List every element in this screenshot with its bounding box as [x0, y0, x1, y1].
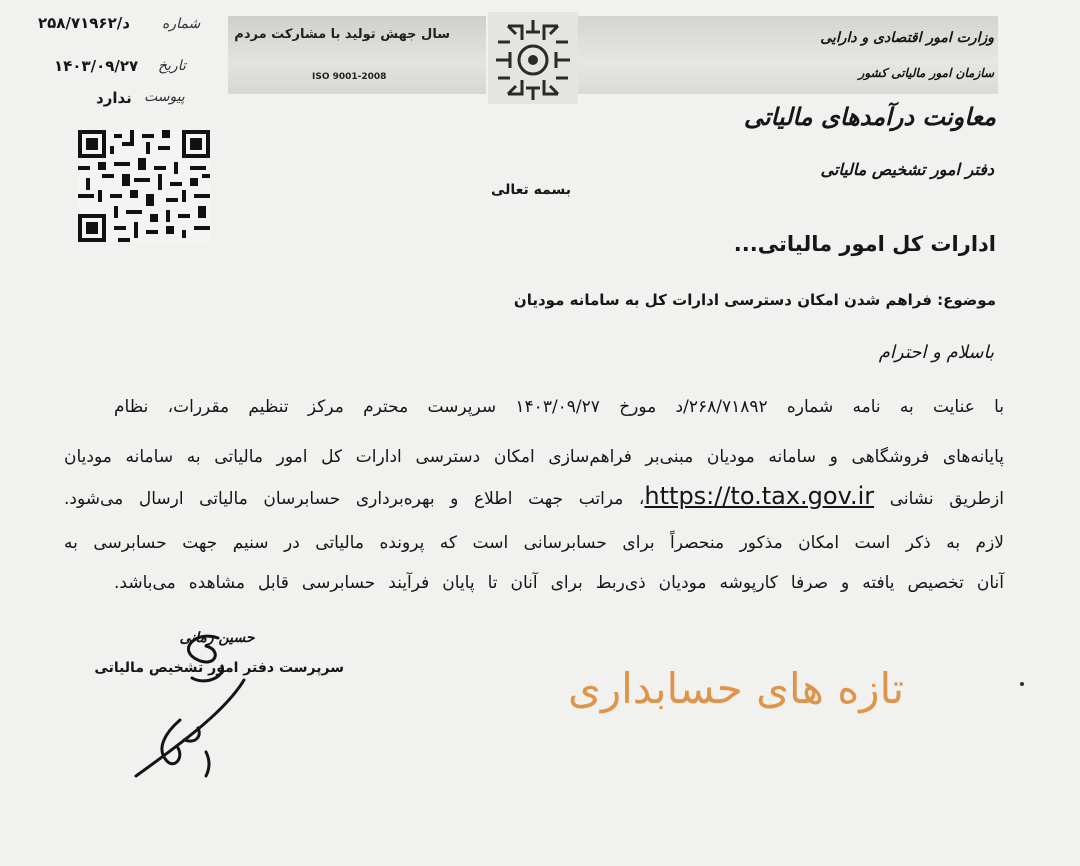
- portal-url[interactable]: https://to.tax.gov.ir: [644, 482, 875, 510]
- slogan: سال جهش تولید با مشارکت مردم: [234, 27, 450, 42]
- deputy-title: معاونت درآمدهای مالیاتی: [743, 102, 996, 131]
- ministry-name: وزارت امور اقتصادی و دارایی: [820, 30, 994, 46]
- header-band-right: [578, 16, 998, 94]
- body-line-3-start: ازطریق نشانی: [889, 489, 1004, 509]
- letter-date: ۱۴۰۳/۰۹/۲۷: [54, 57, 139, 75]
- signer-name: حسین زمانی: [179, 630, 255, 646]
- body-line-3-end: ، مراتب جهت اطلاع و بهره‌برداری حسابرسان مالیاتی ارسال می‌شود.: [64, 489, 645, 509]
- iso-label: ISO 9001-2008: [312, 72, 387, 82]
- organization-logo-icon: [488, 12, 578, 104]
- qr-code-icon: [78, 130, 210, 242]
- office-title: دفتر امور تشخیص مالیاتی: [820, 160, 994, 179]
- letter-number-label: شماره: [162, 16, 201, 32]
- letter-number: د/۲۵۸/۷۱۹۶۲: [38, 14, 130, 32]
- letter-attachment: ندارد: [96, 89, 132, 107]
- body-line-2: پایانه‌های فروشگاهی و سامانه مودیان مبنی‌بر فراهم‌سازی امکان دسترسی ادارات کل امور مالیاتی به سامانه مودیان: [64, 447, 1004, 467]
- body-line-3: [64, 480, 1004, 515]
- subject: موضوع: فراهم شدن امکان دسترسی ادارات کل به سامانه مودیان: [513, 291, 996, 309]
- body-line-4: لازم به ذکر است امکان مذکور منحصراً برای حسابرسانی است که پرونده مالیاتی در سنیم جهت حسابرسی به: [64, 533, 1004, 553]
- organization-name: سازمان امور مالیاتی کشور: [858, 66, 994, 80]
- margin-dot: [1020, 682, 1024, 686]
- greeting: باسلام و احترام: [878, 342, 994, 363]
- recipient: ادارات کل امور مالیاتی...: [733, 232, 996, 256]
- signer-title: سرپرست دفتر امور تشخیص مالیاتی: [94, 660, 344, 676]
- invocation: بسمه تعالی: [490, 182, 572, 198]
- body-line-1: با عنایت به نامه شماره ۲۶۸/۷۱۸۹۲/د مورخ ۱۴۰۳/۰۹/۲۷ سرپرست محترم مرکز تنظیم مقررات، نظام: [114, 397, 1005, 417]
- letter-date-label: تاریخ: [158, 58, 186, 74]
- watermark-text: تازه های حسابداری: [567, 664, 905, 713]
- body-line-5: آنان تخصیص یافته و صرفا کارپوشه مودیان ذی‌ربط برای آنان تا پایان فرآیند حسابرسی قابل مشاهده می‌باشد.: [114, 573, 1004, 593]
- handwritten-signature-icon: [126, 620, 306, 786]
- letter-attachment-label: پیوست: [144, 89, 185, 105]
